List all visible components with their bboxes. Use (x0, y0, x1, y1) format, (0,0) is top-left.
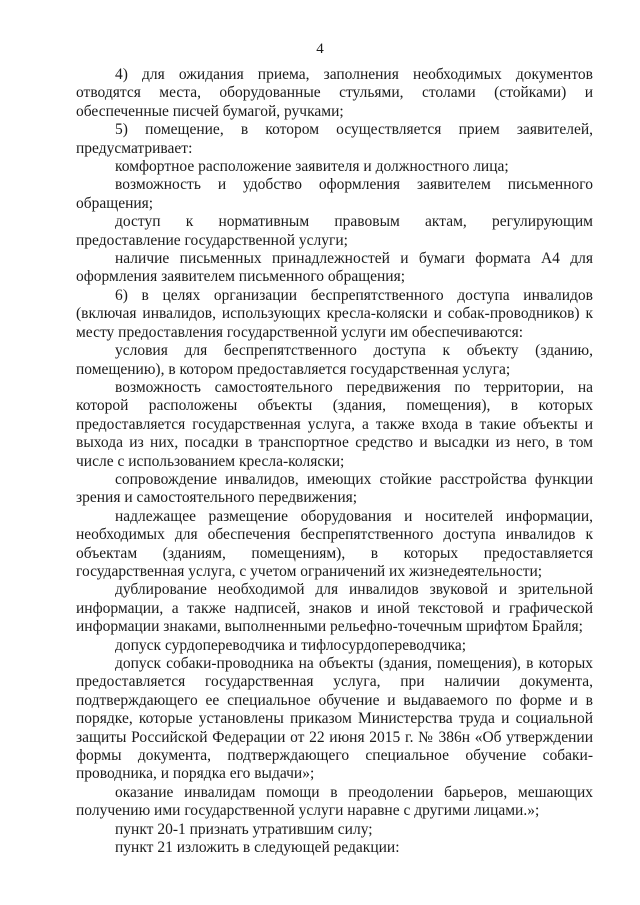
list-item-equipment-placement: надлежащее размещение оборудования и носителей информации, необходимых для обеспечения беспрепятственного доступа инвалидов к объектам (зданиям, помещениям), в которых предоставляется государственная услуга, с учетом ограничений их жизнедеятельности; (76, 507, 593, 580)
list-item-barrier-assistance: оказание инвалидам помощи в преодолении барьеров, мешающих получению ими государственной услуги наравне с другими лицами.»; (76, 783, 593, 820)
list-item-written-appeal-convenience: возможность и удобство оформления заявителем письменного обращения; (76, 176, 593, 212)
document-body (76, 66, 593, 857)
list-item-writing-supplies: наличие письменных принадлежностей и бумаги формата А4 для оформления заявителем письменного обращения; (76, 250, 593, 286)
list-item-information-duplication: дублирование необходимой для инвалидов звуковой и зрительной информации, а также надписей, знаков и иной текстовой и графической информации знаками, выполненными рельефно-точечным шрифтом Брайля; (76, 581, 593, 636)
amendment-clause-21: пункт 21 изложить в следующей редакции: (115, 839, 400, 857)
list-item-guide-dog: допуск собаки-проводника на объекты (здания, помещения), в которых предоставляется государственная услуга, при наличии документа, подтверждающего ее специальное обучение и выдаваемого по форме и в порядке, которые установлены приказом Министерства труда и социальной защиты Российской Федерации от 22 июня 2015 г. № 386н «Об утверждении формы документа, подтверждающего специальное обучение собаки-проводника, и порядка его выдачи»; (76, 655, 593, 783)
list-item-escort: сопровождение инвалидов, имеющих стойкие расстройства функции зрения и самостоятельного передвижения; (76, 470, 593, 507)
page-number: 4 (316, 41, 324, 57)
paragraph-item-4: 4) для ожидания приема, заполнения необходимых документов отводятся места, оборудованные стульями, столами (стойками) и обеспеченные писчей бумагой, ручками; (76, 66, 593, 120)
list-item-comfortable-placement: комфортное расположение заявителя и должностного лица; (115, 158, 509, 176)
amendment-clause-20-1: пункт 20-1 признать утратившим силу; (115, 820, 373, 838)
paragraph-item-6: 6) в целях организации беспрепятственного доступа инвалидов (включая инвалидов, использующих кресла-коляски и собак-проводников) к месту предоставления государственной услуги им обеспечиваются: (76, 286, 593, 341)
paragraph-item-5: 5) помещение, в котором осуществляется прием заявителей, предусматривает: (76, 121, 593, 157)
list-item-access-conditions: условия для беспрепятственного доступа к объекту (зданию, помещению), в котором предоставляется государственная услуга; (76, 342, 593, 378)
list-item-sign-interpreter: допуск сурдопереводчика и тифлосурдопереводчика; (115, 636, 467, 654)
list-item-legal-acts-access: доступ к нормативным правовым актам, регулирующим предоставление государственной услуги; (76, 213, 593, 249)
list-item-independent-movement: возможность самостоятельного передвижения по территории, на которой расположены объекты (здания, помещения), в которых предоставляется государственная услуга, а также входа в такие объекты и выхода из них, посадки в транспортное средство и высадки из него, в том числе с использованием кресла-коляски; (76, 378, 593, 470)
